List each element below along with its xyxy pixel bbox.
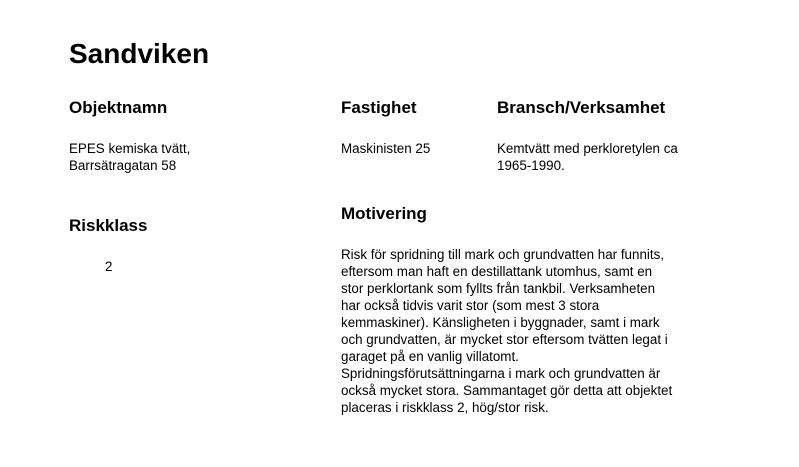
riskklass-value: 2	[105, 259, 113, 274]
page-title: Sandviken	[69, 38, 210, 69]
motivering-text: Risk för spridning till mark och grundvatten har funnits, eftersom man haft en destillattank utomhus, samt en stor perklortank som fyllts från tankbil. Verksamheten har också tidvis varit stor (som mest 3 stora kemmaskiner). Känsligheten i byggnader, samt i mark och grundvatten, är mycket stor eftersom tvätten legat i garaget på en vanlig villatomt. Spridningsförutsättningarna i mark och grundvatten är också mycket stora. Sammantaget gör detta att objektet placeras i riskklass 2, hög/stor risk.	[341, 247, 673, 415]
fastighet-heading: Fastighet	[341, 98, 417, 117]
objektnamn-value: EPES kemiska tvätt, Barrsätragatan 58	[69, 141, 191, 173]
objektnamn-heading: Objektnamn	[69, 98, 168, 117]
bransch-value: Kemtvätt med perkloretylen ca 1965-1990.	[497, 141, 678, 173]
riskklass-heading: Riskklass	[69, 216, 148, 235]
fastighet-value: Maskinisten 25	[341, 141, 431, 156]
motivering-heading: Motivering	[341, 204, 427, 223]
bransch-heading: Bransch/Verksamhet	[497, 98, 666, 117]
